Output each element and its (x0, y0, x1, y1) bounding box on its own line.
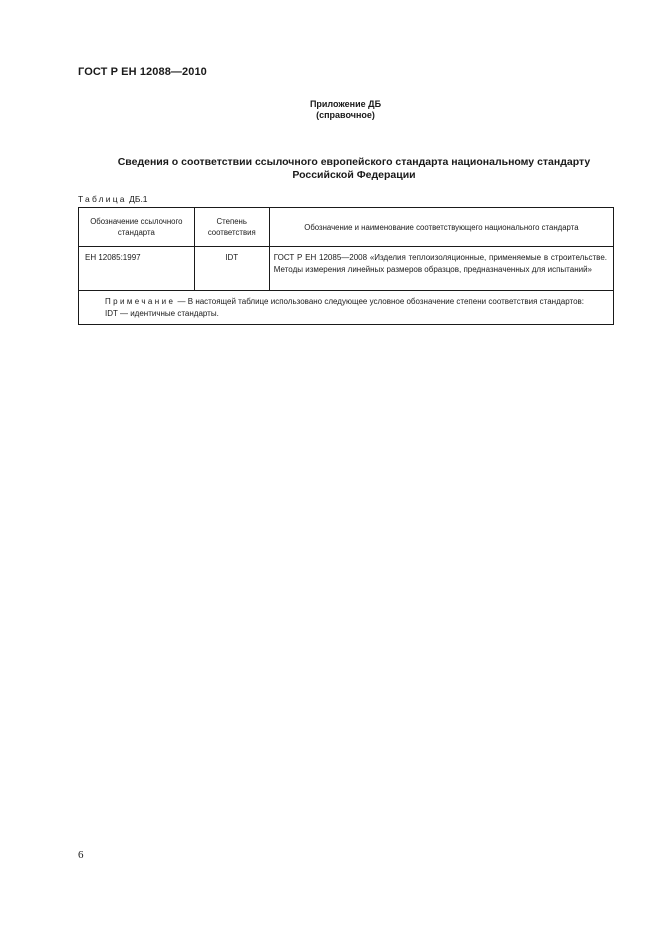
section-title-line-2: Российской Федерации (292, 169, 416, 181)
annex-title: Приложение ДБ (309, 99, 382, 109)
correspondence-table (78, 207, 614, 325)
table-caption-number: ДБ.1 (129, 194, 148, 204)
note-text: — В настоящей таблице использовано следующее условное обозначение степени соответствия стандартов: (175, 297, 584, 306)
note-legend: IDT — идентичные стандарты. (105, 308, 219, 318)
section-title-line-1: Сведения о соответствии ссылочного европейского стандарта национальному стандарту (117, 156, 591, 168)
note-label: Примечание (105, 297, 176, 306)
table-row (79, 247, 614, 291)
page-number: 6 (78, 849, 84, 861)
note-paragraph (85, 296, 607, 308)
table-caption (78, 194, 148, 204)
cell-reference-standard: ЕН 12085:1997 (79, 247, 195, 291)
table-note (79, 291, 614, 325)
annex-status: (справочное) (316, 110, 375, 120)
table-header-row (79, 208, 614, 247)
header-reference-standard: Обозначение ссылочного стандарта (79, 208, 195, 247)
section-title (78, 156, 614, 182)
cell-national-standard: ГОСТ Р ЕН 12085—2008 «Изделия теплоизоляционные, применяемые в строительстве. Методы измерения линейных размеров образцов, предназначенных для испытаний» (269, 247, 613, 291)
header-degree: Степень соответствия (194, 208, 269, 247)
annex-heading (0, 99, 661, 121)
table-caption-prefix: Таблица (78, 194, 127, 204)
header-national-standard: Обозначение и наименование соответствующего национального стандарта (269, 208, 613, 247)
table-note-row (79, 291, 614, 325)
cell-degree: IDT (194, 247, 269, 291)
standard-code: ГОСТ Р ЕН 12088—2010 (78, 66, 207, 78)
